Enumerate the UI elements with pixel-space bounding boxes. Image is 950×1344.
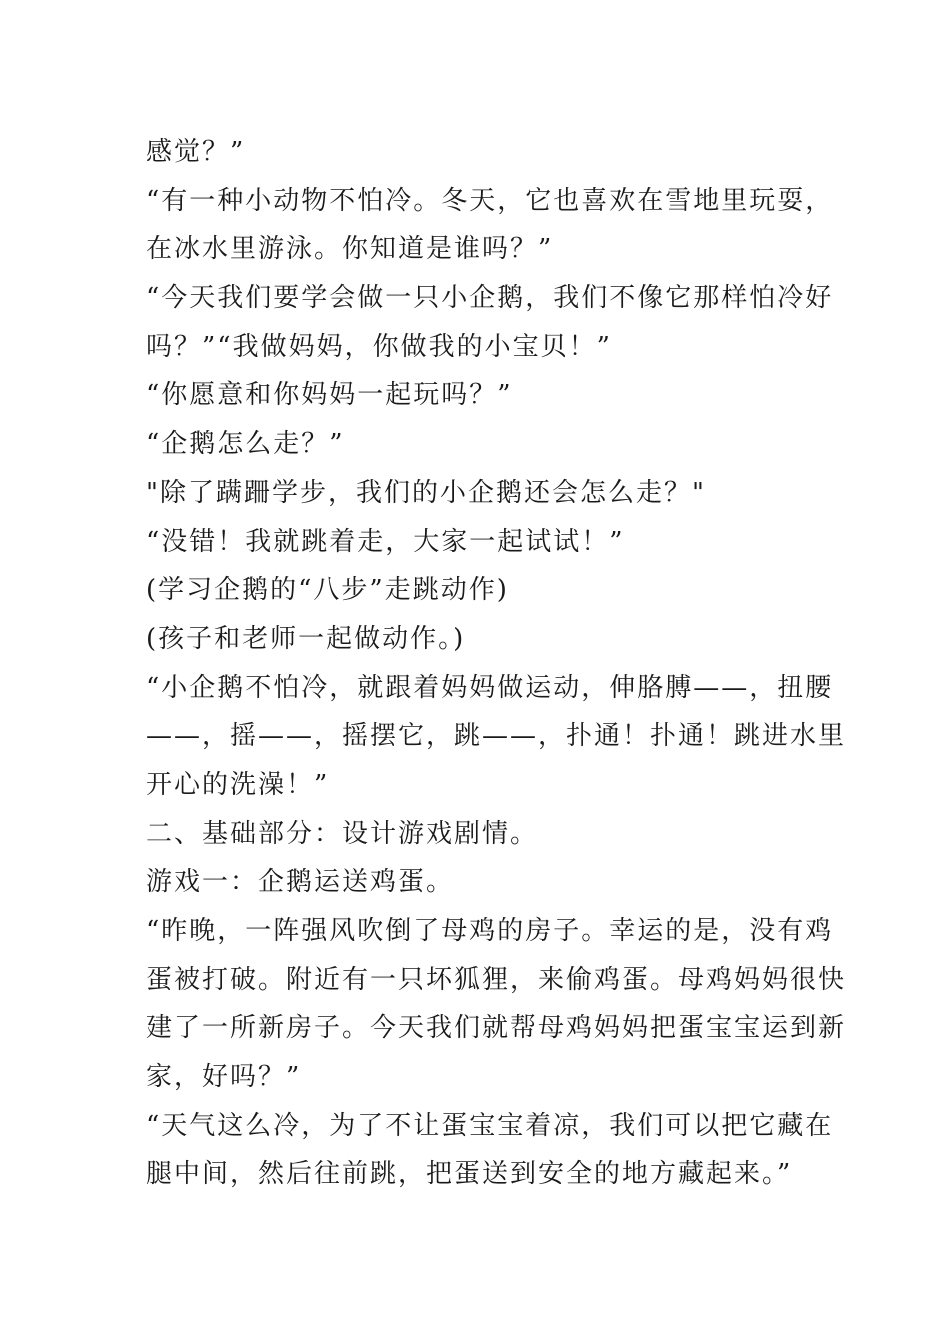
text-line: 开心的洗澡！” — [146, 769, 330, 800]
text-line: 吗？”“我做妈妈，你做我的小宝贝！” — [146, 331, 612, 362]
text-line: “昨晚，一阵强风吹倒了母鸡的房子。幸运的是，没有鸡 — [146, 916, 834, 946]
text-line: “天气这么冷，为了不让蛋宝宝着凉，我们可以把它藏在 — [146, 1110, 834, 1141]
text-line: “今天我们要学会做一只小企鹅，我们不像它那样怕冷好 — [146, 283, 834, 314]
text-line: ——，摇——，摇摆它，跳——，扑通！扑通！跳进水里 — [146, 721, 847, 752]
subsection-heading: 游戏一：企鹅运送鸡蛋。 — [146, 867, 455, 898]
text-line: "除了蹒跚学步，我们的小企鹅还会怎么走？" — [146, 477, 706, 508]
text-line: “企鹅怎么走？” — [146, 429, 345, 460]
text-line: 建了一所新房子。今天我们就帮母鸡妈妈把蛋宝宝运到新 — [146, 1013, 847, 1044]
text-line: 感觉？” — [146, 137, 246, 167]
document-page — [146, 128, 847, 1199]
text-line: 蛋被打破。附近有一只坏狐狸，来偷鸡蛋。母鸡妈妈很快 — [146, 964, 847, 995]
text-line: (孩子和老师一起做动作。) — [146, 623, 466, 654]
text-line: “小企鹅不怕冷，就跟着妈妈做运动，伸胳膊——，扭腰 — [146, 672, 834, 703]
text-line: “没错！我就跳着走，大家一起试试！” — [146, 526, 625, 557]
text-line: 腿中间，然后往前跳，把蛋送到安全的地方藏起来。” — [146, 1159, 793, 1190]
text-line: “有一种小动物不怕冷。冬天，它也喜欢在雪地里玩耍， — [146, 185, 834, 216]
text-line: 家，好吗？” — [146, 1062, 302, 1093]
text-line: “你愿意和你妈妈一起玩吗？” — [146, 380, 513, 411]
text-line: (学习企鹅的“八步”走跳动作) — [146, 575, 509, 606]
section-heading: 二、基础部分：设计游戏剧情。 — [146, 818, 539, 849]
text-line: 在冰水里游泳。你知道是谁吗？” — [146, 234, 554, 265]
